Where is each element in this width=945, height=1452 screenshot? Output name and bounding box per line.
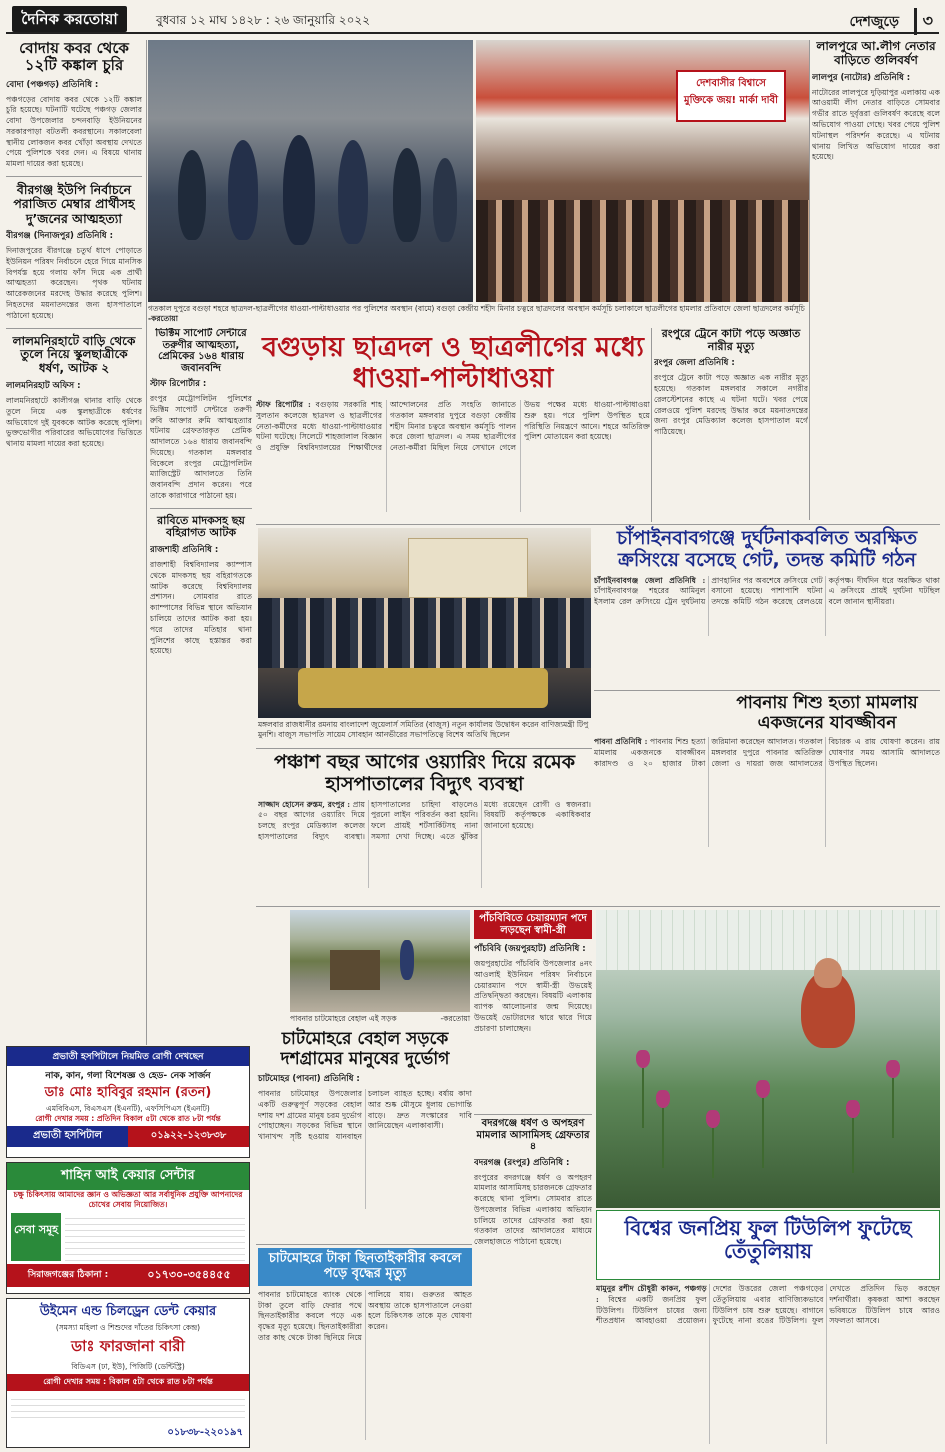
lead-headline: বগুড়ায় ছাত্রদল ও ছাত্রলীগের মধ্যে ধাওয়া-পাল্টাধাওয়া bbox=[262, 332, 644, 395]
column-rule bbox=[146, 40, 147, 1045]
lead-story[interactable] bbox=[256, 328, 650, 524]
ad-address: সিরাজগঞ্জের ঠিকানা : bbox=[27, 1270, 109, 1281]
story-body: পঞ্চগড়ের বোদায় কবর থেকে ১২টি কঙ্কাল চুরি হয়েছে। ঘটনাটি ঘটেছে পঞ্চগড় জেলার বোদা উপজেলার চন্দনবাড়ি ইউনিয়নের সরকারপাড়া বটতলী কবরস্থানে। সকালবেলা স্থানীয় লোকজন কবর খোঁড়া অবস্থায় দেখতে পেয়ে পুলিশকে খবর দেন। এ বিষয়ে থানায় মামলা দায়ের করা হয়েছে। bbox=[6, 94, 142, 169]
headline: পঞ্চাশ বছর আগের ওয়্যারিং দিয়ে রমেক হাসপাতালের বিদ্যুৎ ব্যবস্থা bbox=[274, 751, 575, 795]
byline: লালমনিরহাট অফিস : bbox=[6, 380, 81, 391]
story-panchbibi[interactable] bbox=[474, 910, 592, 1110]
row-rule bbox=[256, 906, 940, 907]
story-body: চাঁপাইনবাবগঞ্জ শহরের আমিনুল ইসলাম রেল ক্রসিংয়ে ট্রেন দুর্ঘটনায় প্রাণহানির পর অবশেষে ক্রসিংয়ে গেট বসানো হয়েছে। পাশাপাশি ঘটনা তদন্তে কমিটি গঠন করেছে রেলওয়ে কর্তৃপক্ষ। দীর্ঘদিন ধরে অরক্ষিত থাকা এ ক্রসিংয়ে প্রায়ই দুর্ঘটনা ঘটছিল বলে জানান স্থানীয়রা। bbox=[594, 575, 940, 607]
rangpur-column bbox=[654, 328, 808, 522]
photo-meeting[interactable] bbox=[258, 528, 591, 718]
story-body: নাটোরের লালপুরে দুড়িয়াপুর এলাকায় এক আওয়ামী লীগ নেতার বাড়িতে সোমবার গভীর রাতে দুর্বৃত্তরা গুলিবর্ষণ করেছে বলে অভিযোগ পাওয়া গেছে। খবর পেয়ে পুলিশ ঘটনাস্থল পরিদর্শন করেছে। এ ঘটনায় থানায় লিখিত অভিযোগ দায়ের করা হয়েছে। bbox=[812, 87, 940, 162]
story-birganj[interactable] bbox=[6, 183, 142, 322]
story-body: প্রায় ৫০ বছর আগের ওয়্যারিং দিয়ে চলছে রংপুর মেডিক্যাল কলেজ হাসপাতালের বিদ্যুৎ ব্যবস্থা। হাসপাতালের চাহিদা বাড়লেও পুরনো লাইন পরিবর্তন করা হয়নি। ফলে প্রায়ই শর্টসার্কিটসহ নানা সমস্যা দেখা দিচ্ছে। এতে ঝুঁকির মধ্যে রয়েছেন রোগী ও স্বজনরা। বিষয়টি কর্তৃপক্ষকে একাধিকবার জানানো হয়েছে। bbox=[258, 799, 591, 842]
story-lalmonirhat[interactable] bbox=[6, 335, 142, 450]
story-warring[interactable] bbox=[258, 752, 591, 902]
story-body: বিশ্বের একটি জনপ্রিয় ফুল টিউলিপ। টিউলিপ চাষের জন্য শীতপ্রধান আবহাওয়া প্রয়োজন। দেশের উত্তরের জেলা পঞ্চগড়ের তেঁতুলিয়ায় এবার বাণিজ্যিকভাবে টিউলিপ চাষ শুরু হয়েছে। বাগানে ফুটেছে নানা রঙের টিউলিপ। ফুল দেখতে প্রতিদিন ভিড় করছেন দর্শনার্থীরা। কৃষকরা আশা করছেন ভবিষ্যতে টিউলিপ চাষে আরও সফলতা আসবে। bbox=[596, 1284, 940, 1326]
photo-road[interactable] bbox=[290, 910, 470, 1012]
byline: পাঁচবিবি (জয়পুরহাট) প্রতিনিধি : bbox=[474, 944, 586, 954]
section-name: দেশজুড়ে bbox=[849, 14, 899, 30]
caption-text: গতকাল দুপুরে বগুড়া শহরে ছাত্রদল-ছাত্রলীগের ধাওয়া-পাল্টাধাওয়ার পর পুলিশের অবস্থান (বামে) বগুড়া কেন্দ্রীয় শহীদ মিনার চত্বরে ছাত্রদলের অবস্থান কর্মসূচি চলাকালে ছাত্রলীগের হামলার প্রতিবাদে জেলা ছাত্রদলের কর্মসূচি bbox=[148, 304, 805, 313]
doctor-name: ডাঃ মোঃ হাবিবুর রহমান (রতন) bbox=[44, 1085, 212, 1100]
phone-number[interactable]: ০১৭৩০-৩৫৪৪৫৫ bbox=[147, 1268, 231, 1282]
tulip-headline-box bbox=[596, 1210, 940, 1280]
byline: লালপুর (নাটোর) প্রতিনিধি : bbox=[812, 72, 911, 83]
headline: বীরগঞ্জ ইউপি নির্বাচনে পরাজিত মেম্বার প্রার্থীসহ দু’জনের আত্মহত্যা bbox=[13, 181, 135, 226]
headline: ভিক্টিম সাপোর্ট সেন্টারে তরুণীর আত্মহত্যা, প্রেমিকের ১৬৪ ধারায় জবানবন্দি bbox=[155, 328, 247, 374]
story-victim-support[interactable] bbox=[150, 328, 252, 502]
byline: মামুনুর রশীদ চৌধুরী কাকন, পঞ্চগড় : bbox=[596, 1284, 707, 1304]
photo-caption-top bbox=[148, 304, 808, 328]
story-chatmohor-theft[interactable] bbox=[258, 1248, 472, 1448]
right-column bbox=[812, 40, 940, 520]
photo-credit: -করতোয়া bbox=[148, 313, 178, 323]
row-rule bbox=[256, 1244, 472, 1245]
headline: বিশ্বের জনপ্রিয় ফুল টিউলিপ ফুটেছে তেঁতুলিয়ায় bbox=[624, 1216, 912, 1263]
byline: বীরগঞ্জ (দিনাজপুর) প্রতিনিধি : bbox=[6, 231, 114, 242]
story-body: দিনাজপুরের বীরগঞ্জে চতুর্থ ধাপে পোড়াতে ইউনিয়ন পরিষদ নির্বাচনে হেরে গিয়ে মানসিক বিপর্যস্ত হয়ে গলায় ফাঁস দিয়ে এক প্রার্থী আত্মহত্যা করেছেন। পৃথক ঘটনায় আরেকজনের মরদেহ উদ্ধার করেছে পুলিশ। নিহতদের ময়নাতদন্তের জন্য হাসপাতালে পাঠানো হয়েছে। bbox=[6, 246, 142, 320]
photo-crowd[interactable] bbox=[476, 40, 809, 302]
ad-title: উইমেন এন্ড চিলড্রেন ডেন্ট কেয়ার bbox=[39, 1304, 217, 1319]
ad-title-band: শাহিন আই কেয়ার সেন্টার bbox=[7, 1163, 249, 1190]
photo-tulip[interactable] bbox=[596, 910, 940, 1208]
story-body: পাবনার চাটমোহরে ব্যাংক থেকে টাকা তুলে বাড়ি ফেরার পথে ছিনতাইকারীর কবলে পড়ে এক বৃদ্ধের মৃত্যু হয়েছে। ছিনতাইকারীরা তার কাছ থেকে টাকা ছিনিয়ে নিয়ে পালিয়ে যায়। গুরুতর আহত অবস্থায় তাকে হাসপাতালে নেওয়া হলে চিকিৎসক তাকে মৃত ঘোষণা করেন। bbox=[258, 1289, 472, 1342]
story-rabi[interactable] bbox=[150, 515, 252, 657]
headline: চাটমোহরে টাকা ছিনতাইকারীর কবলে পড়ে বৃদ্ধের মৃত্যু bbox=[258, 1248, 472, 1286]
story-body: রাজশাহী বিশ্ববিদ্যালয় ক্যাম্পাস থেকে মাদকসহ ছয় বহিরাগতকে আটক করেছে বিশ্ববিদ্যালয় প্রশাসন। সোমবার রাতে ক্যাম্পাসের বিভিন্ন স্থানে অভিযান চালিয়ে তাদের আটক করা হয়। পরে তাদের মতিহার থানা পুলিশের কাছে হস্তান্তর করা হয়েছে। bbox=[150, 560, 252, 656]
headline: রংপুরে ট্রেনে কাটা পড়ে অজ্ঞাত নারীর মৃত্যু bbox=[661, 328, 801, 353]
masthead bbox=[6, 4, 939, 34]
ad-dent-care[interactable] bbox=[6, 1298, 250, 1448]
story-chatmohor[interactable] bbox=[258, 1030, 472, 1240]
story-badarganj[interactable] bbox=[474, 1118, 592, 1448]
story-body: বগুড়ায় সরকারি শাহ সুলতান কলেজে ছাত্রদল ও ছাত্রলীগের নেতা-কর্মীদের মধ্যে ধাওয়া-পাল্টাধাওয়ার ঘটনা ঘটেছে। সিলেটে শাহজালাল বিজ্ঞান ও প্রযুক্তি বিশ্ববিদ্যালয়ের শিক্ষার্থীদের আন্দোলনের প্রতি সংহতি জানাতে গতকাল মঙ্গলবার দুপুরে বগুড়া কেন্দ্রীয় শহীদ মিনার চত্বরে অবস্থান কর্মসূচি পালন করে জেলা ছাত্রদল। এ সময় ছাত্রলীগের নেতা-কর্মীরা মিছিল নিয়ে সেখানে গেলে উভয় পক্ষের মধ্যে ধাওয়া-পাল্টাধাওয়া শুরু হয়। পরে পুলিশ উপস্থিত হয়ে পরিস্থিতি নিয়ন্ত্রণে আনে। শহরে অতিরিক্ত পুলিশ মোতায়েন করা হয়েছে। bbox=[256, 400, 650, 453]
story-body: পাবনায় শিশু হত্যা মামলায় একজনকে যাবজ্জীবন কারাদণ্ড ও ২০ হাজার টাকা জরিমানা করেছেন আদালত। গতকাল মঙ্গলবার দুপুরে পাবনার অতিরিক্ত জেলা ও দায়রা জজ আদালতের বিচারক এ রায় ঘোষণা করেন। রায় ঘোষণার সময় আসামি আদালতে উপস্থিত ছিলেন। bbox=[594, 737, 940, 768]
road-caption bbox=[290, 1014, 470, 1026]
story-body: জয়পুরহাটের পাঁচবিবি উপজেলার ৪নং আওলাই ইউনিয়ন পরিষদ নির্বাচনে চেয়ারম্যান পদে স্বামী-স্ত্রী উভয়েই প্রতিদ্বন্দ্বিতা করছেন। বিষয়টি এলাকায় ব্যাপক আলোচনার জন্ম দিয়েছে। উভয়েই ভোটারদের দ্বারে দ্বারে গিয়ে প্রচারণা চালাচ্ছেন। bbox=[474, 959, 592, 1033]
dateline: বুধবার ১২ মাঘ ১৪২৮ : ২৬ জানুয়ারি ২০২২ bbox=[156, 13, 370, 27]
row-rule bbox=[256, 524, 940, 525]
newspaper-logo[interactable]: দৈনিক করতোয়া bbox=[12, 6, 127, 32]
byline: স্টাফ রিপোর্টার : bbox=[256, 400, 311, 410]
story-body-wrap bbox=[594, 576, 940, 636]
ad-probhati-hospital[interactable] bbox=[6, 1046, 250, 1158]
story-chapai[interactable] bbox=[594, 528, 940, 648]
phone-number[interactable]: ০১৮৩৮-২২০১৯৭ bbox=[167, 1427, 243, 1439]
column-rule bbox=[809, 40, 810, 520]
story-body-wrap bbox=[258, 800, 591, 888]
byline: স্টাফ রিপোর্টার : bbox=[150, 379, 207, 389]
story-body-wrap bbox=[594, 737, 940, 847]
ad-tagline: চক্ষু চিকিৎসায় আমাদের জ্ঞান ও অভিজ্ঞতা আর সর্বাধুনিক প্রযুক্তি আপনাদের চোখের সেবায় নিয়োজিত। bbox=[13, 1190, 243, 1210]
services-badge: সেবা সমূহ bbox=[11, 1213, 61, 1261]
protest-banner: দেশবাসীর বিশ্বাসে মুক্তিকে জয়! মার্কা দাবী bbox=[676, 70, 786, 122]
story-body: পাবনার চাটমোহর উপজেলার একটি গুরুত্বপূর্ণ সড়কের বেহাল দশায় দশ গ্রামের মানুষ চরম দুর্ভোগ পোহাচ্ছেন। সড়কের বিভিন্ন স্থানে খানাখন্দ সৃষ্টি হওয়ায় যানবাহন চলাচল ব্যাহত হচ্ছে। বর্ষায় কাদা আর শুষ্ক মৌসুমে ধুলায় ভোগান্তি বাড়ে। দ্রুত সংস্কারের দাবি জানিয়েছেন এলাকাবাসী। bbox=[258, 1089, 472, 1142]
headline: চাটমোহরে বেহাল সড়কে দশগ্রামের মানুষের দুর্ভোগ bbox=[280, 1029, 450, 1069]
phone-number[interactable]: ০১৯২২-১২৩৮৩৮ bbox=[128, 1126, 249, 1147]
hospital-name: প্রভাতী হসপিটাল bbox=[33, 1130, 102, 1142]
story-kankal[interactable] bbox=[6, 40, 142, 170]
headline: পাবনায় শিশু হত্যা মামলায় একজনের যাবজ্জীবন bbox=[736, 693, 918, 733]
story-pabna[interactable] bbox=[594, 694, 940, 884]
row-rule bbox=[594, 690, 940, 691]
story-lalpur[interactable] bbox=[812, 40, 940, 163]
byline: বোদা (পঞ্চগড়) প্রতিনিধি : bbox=[6, 79, 99, 90]
photo-credit: -করতোয়া bbox=[440, 1014, 470, 1023]
lead-body bbox=[256, 400, 650, 512]
byline: সাজ্জাদ হোসেন রুস্তম, রংপুর : bbox=[258, 799, 351, 809]
visit-time: রোগী দেখার সময় : প্রতিদিন বিকাল ৫টা থেকে রাত ৮টা পর্যন্ত bbox=[35, 1114, 221, 1124]
headline: রাবিতে মাদকসহ ছয় বহিরাগত আটক bbox=[157, 513, 245, 540]
ad-subtitle: (সমস্যা মহিলা ও শিশুদের দাঁতের চিকিৎসা কেন্দ্র) bbox=[55, 1323, 201, 1332]
headline: লালমনিরহাটে বাড়ি থেকে তুলে নিয়ে স্কুলছাত্রীকে ধর্ষণ, আটক ২ bbox=[12, 333, 136, 376]
row-rule bbox=[474, 1114, 592, 1115]
story-body: রংপুরে ট্রেনে কাটা পড়ে অজ্ঞাত এক নারীর মৃত্যু হয়েছে। গতকাল মঙ্গলবার সকালে নগরীর রেলস্টেশনের কাছে এ ঘটনা ঘটে। খবর পেয়ে রেলওয়ে পুলিশ মরদেহ উদ্ধার করে ময়নাতদন্তের জন্য রংপুর মেডিক্যাল কলেজ হাসপাতাল মর্গে পাঠিয়েছে। bbox=[654, 373, 808, 437]
mid-column bbox=[150, 328, 252, 848]
ad-top-band: প্রভাতী হসপিটালে নিয়মিত রোগী দেখছেন bbox=[7, 1047, 249, 1066]
meeting-caption: মঙ্গলবার রাজধানীর রমনায় বাংলাদেশ জুয়েলার্স সমিতির (বাজুস) নতুন কার্যালয় উদ্বোধন করেন বাণিজ্যমন্ত্রী টিপু মুনশি। বাজুস সভাপতি সায়েম সোবহান আনভীরের সভাপতিত্বে বিশেষ অতিথি ছিলেন bbox=[258, 720, 589, 739]
story-body: লালমনিরহাটে কালীগঞ্জ থানার বাড়ি থেকে তুলে নিয়ে এক স্কুলছাত্রীকে ধর্ষণের অভিযোগে দুই যুবককে আটক করেছে পুলিশ। ভুক্তভোগীর পরিবারের অভিযোগের ভিত্তিতে থানায় মামলা দায়ের করা হয়েছে। bbox=[6, 395, 142, 449]
ad-subtitle: নাক, কান, গলা বিশেষজ্ঞ ও হেড- নেক সার্জন bbox=[45, 1071, 211, 1081]
byline: রাজশাহী প্রতিনিধি : bbox=[150, 545, 219, 556]
story-body-wrap bbox=[596, 1284, 940, 1444]
page-number: ৩ bbox=[914, 8, 933, 35]
byline: রংপুর জেলা প্রতিনিধি : bbox=[654, 358, 735, 369]
column-rule bbox=[651, 328, 652, 522]
headline: বদরগঞ্জে ধর্ষণ ও অপহরণ মামলার আসামিসহ গ্রেফতার ৪ bbox=[476, 1118, 590, 1152]
doctor-degree: বিডিএস (ঢা, ইউ), পিজিটি (ডেন্টিস্ট্রি) bbox=[71, 1362, 185, 1372]
story-body: রংপুরের বদরগঞ্জে ধর্ষণ ও অপহরণ মামলার আসামিসহ চারজনকে গ্রেফতার করেছে থানা পুলিশ। সোমবার রাতে উপজেলার বিভিন্ন এলাকায় অভিযান চালিয়ে তাদের গ্রেফতার করা হয়। গতকাল তাদের আদালতের মাধ্যমে জেলহাজতে পাঠানো হয়েছে। bbox=[474, 1172, 592, 1247]
headline: বোদায় কবর থেকে ১২টি কঙ্কাল চুরি bbox=[19, 40, 129, 75]
story-tulip[interactable] bbox=[596, 1284, 940, 1448]
left-column bbox=[6, 40, 142, 1040]
caption-text: পাবনার চাটমোহরে বেহাল এই সড়ক bbox=[290, 1014, 397, 1023]
story-body: রংপুর মেট্রোপলিটন পুলিশের ভিক্টিম সাপোর্ট সেন্টারে তরুণী রুবি আক্তার রুমি আত্মহত্যার ঘটনায় গ্রেফতারকৃত প্রেমিক আদালতে ১৬৪ ধারায় জবানবন্দি দিয়েছে। গতকাল মঙ্গলবার বিকেলে রংপুর মেট্রোপলিটন ম্যাজিস্ট্রেট আদালতে তিনি জবানবন্দি প্রদান করেন। পরে তাকে কারাগারে পাঠানো হয়। bbox=[150, 394, 252, 501]
headline: পাঁচবিবিতে চেয়ারম্যান পদে লড়ছেন স্বামী-স্ত্রী bbox=[474, 910, 592, 939]
byline: চাটমোহর (পাবনা) প্রতিনিধি : bbox=[258, 1074, 360, 1085]
visit-time: রোগী দেখার সময় : বিকাল ৫টা থেকে রাত ৮টা পর্যন্ত bbox=[7, 1374, 249, 1391]
byline: চাঁপাইনবাবগঞ্জ জেলা প্রতিনিধি : bbox=[594, 575, 706, 585]
byline: বদরগঞ্জ (রংপুর) প্রতিনিধি : bbox=[474, 1157, 570, 1168]
row-rule bbox=[256, 748, 592, 749]
doctor-name: ডাঃ ফারজানা বারী bbox=[71, 1337, 185, 1356]
doctor-degree: এমবিবিএস, বিএসএস (ইএনটি), এফসিপিএস (ইএনটি) bbox=[46, 1104, 210, 1113]
byline: পাবনা প্রতিনিধি : bbox=[594, 737, 648, 747]
photo-police[interactable] bbox=[148, 40, 473, 302]
story-rangpur-train[interactable] bbox=[654, 328, 808, 438]
headline: লালপুরে আ.লীগ নেতার বাড়িতে গুলিবর্ষণ bbox=[816, 40, 936, 67]
headline: চাঁপাইনবাবগঞ্জে দুর্ঘটনাকবলিত অরক্ষিত ক্রসিংয়ে বসেছে গেট, তদন্ত কমিটি গঠন bbox=[616, 527, 918, 571]
ad-shahin-eye-care[interactable] bbox=[6, 1162, 250, 1294]
